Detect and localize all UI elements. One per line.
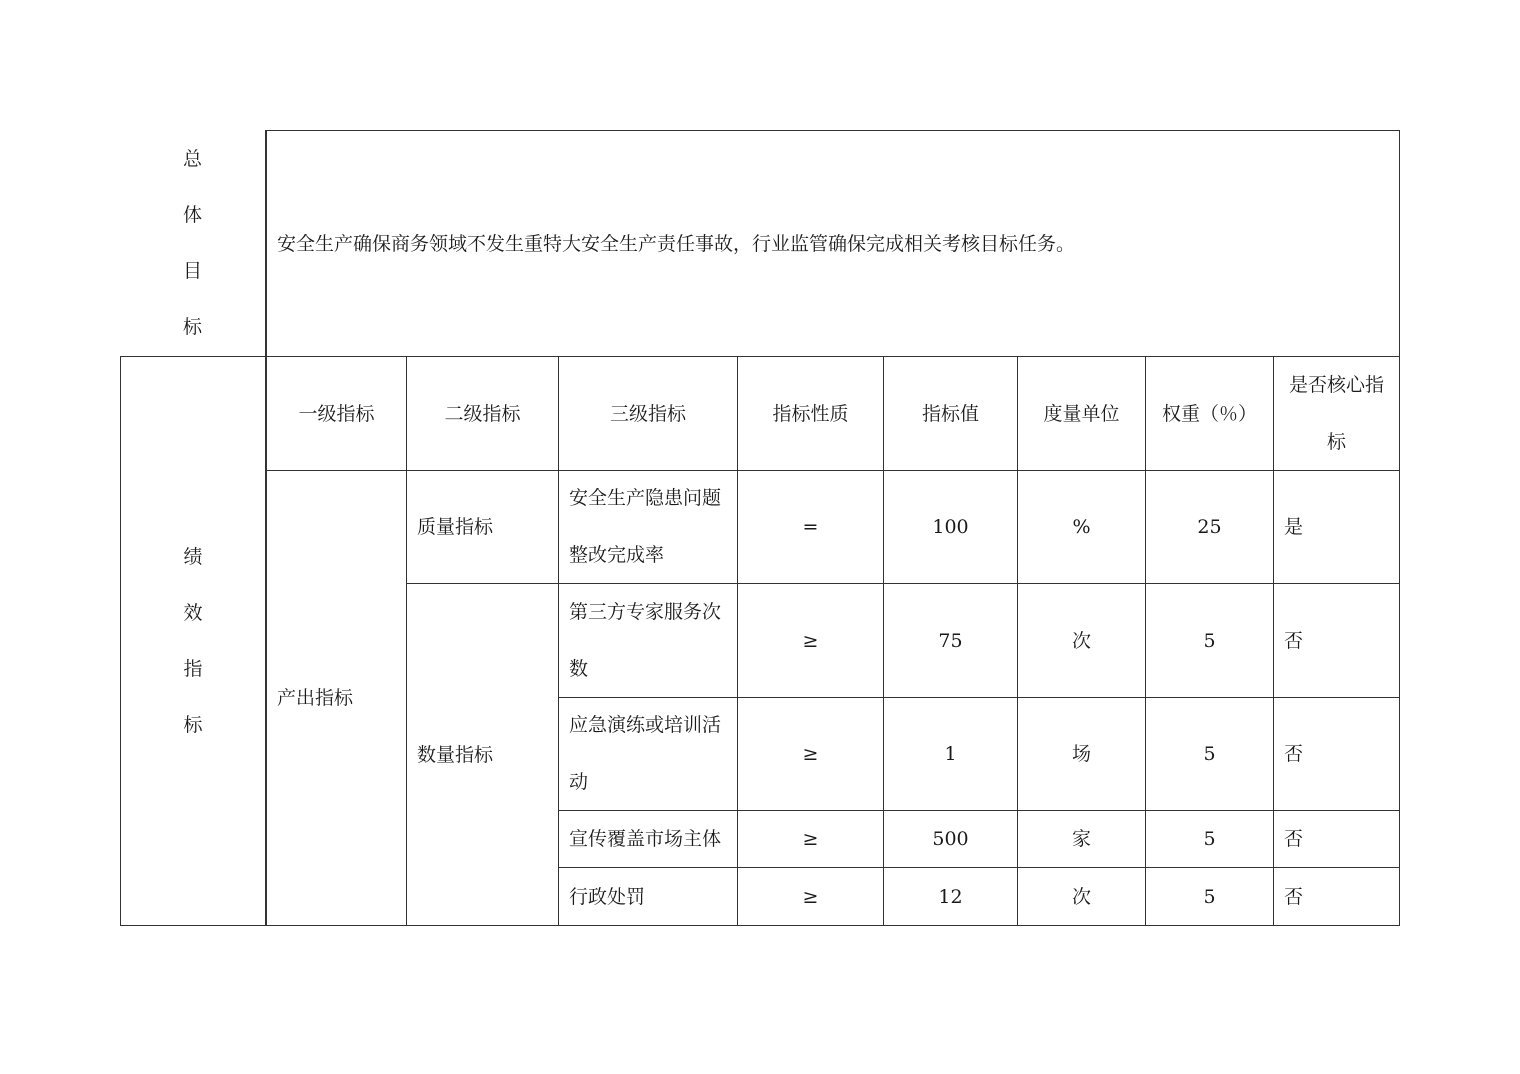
row-level3: [559, 698, 738, 811]
row-core: [1274, 698, 1400, 811]
performance-label-char: 效: [183, 602, 203, 624]
row-level3-text: 第三方专家服务次数: [569, 600, 722, 680]
row-weight-text: 5: [1203, 629, 1216, 652]
row-nature: [738, 471, 884, 584]
row-value-text: 12: [938, 885, 963, 908]
header-level3-text: 三级指标: [609, 402, 686, 425]
row-value: [884, 811, 1018, 868]
level2-quantity-cell: [407, 584, 559, 926]
level2-quality-cell: [407, 471, 559, 584]
row-level3-text: 应急演练或培训活动: [569, 714, 722, 793]
row-core-text: 否: [1284, 629, 1304, 652]
row-core: [1274, 471, 1400, 584]
overall-goal-text: [266, 130, 1400, 357]
header-core: [1274, 357, 1400, 471]
row-unit: [1018, 811, 1146, 868]
level1-output-cell: [266, 471, 407, 926]
performance-target-table: [120, 130, 1400, 926]
row-core-text: 否: [1284, 743, 1304, 765]
row-nature-text: ≥: [802, 828, 819, 850]
header-level2: [407, 357, 559, 471]
performance-indicators-label: [120, 357, 266, 926]
overall-goal-text-content: 安全生产确保商务领域不发生重特大安全生产责任事故，行业监管确保完成相关考核目标任务。: [277, 232, 1076, 255]
header-level1: [266, 357, 407, 471]
row-unit-text: 场: [1071, 743, 1091, 765]
performance-label-char: 指: [183, 658, 203, 680]
row-nature-text: ≥: [802, 629, 819, 652]
row-nature-text: ≥: [802, 743, 819, 765]
overall-goal-label-char: 总: [182, 148, 202, 170]
row-value-text: 100: [932, 516, 969, 538]
row-nature-text: ≥: [802, 885, 819, 908]
row-weight: [1146, 698, 1274, 811]
overall-goal-label-char: 体: [182, 204, 202, 226]
row-value-text: 1: [944, 743, 957, 765]
row-level3: [559, 471, 738, 584]
row-nature: [738, 698, 884, 811]
header-core-text: 是否核心指标: [1288, 373, 1384, 453]
row-core-text: 是: [1284, 516, 1304, 538]
row-core: [1274, 584, 1400, 698]
header-weight-text: 权重（％）: [1161, 402, 1257, 425]
row-unit-text: 次: [1071, 885, 1091, 908]
row-value-text: 500: [932, 828, 969, 850]
header-level1-text: 一级指标: [298, 402, 375, 425]
row-weight: [1146, 868, 1274, 926]
row-core: [1274, 868, 1400, 926]
row-level3: [559, 811, 738, 868]
header-value-text: 指标值: [921, 402, 979, 425]
row-unit: [1018, 584, 1146, 698]
row-core-text: 否: [1284, 885, 1304, 908]
row-weight-text: 25: [1197, 516, 1222, 538]
level2-quality-text: 质量指标: [417, 516, 494, 538]
row-weight: [1146, 811, 1274, 868]
overall-goal-label: [120, 130, 266, 357]
row-level3: [559, 584, 738, 698]
row-nature: [738, 584, 884, 698]
row-level3-text: 宣传覆盖市场主体: [569, 828, 722, 850]
header-nature-text: 指标性质: [772, 402, 849, 425]
row-value: [884, 698, 1018, 811]
header-value: [884, 357, 1018, 471]
header-weight: [1146, 357, 1274, 471]
row-nature-text: =: [802, 516, 819, 538]
row-unit: [1018, 471, 1146, 584]
row-unit: [1018, 698, 1146, 811]
row-nature: [738, 868, 884, 926]
overall-goal-label-char: 标: [182, 316, 202, 338]
row-level3-text: 安全生产隐患问题整改完成率: [569, 487, 722, 566]
header-level3: [559, 357, 738, 471]
header-unit: [1018, 357, 1146, 471]
row-weight-text: 5: [1203, 743, 1216, 765]
row-weight-text: 5: [1203, 828, 1216, 850]
header-level2-text: 二级指标: [444, 402, 521, 425]
row-unit-text: %: [1072, 516, 1091, 538]
row-core-text: 否: [1284, 828, 1304, 850]
level2-quantity-text: 数量指标: [417, 743, 494, 766]
level1-output-text: 产出指标: [277, 687, 354, 709]
row-core: [1274, 811, 1400, 868]
row-unit-text: 次: [1071, 629, 1091, 652]
row-weight: [1146, 584, 1274, 698]
row-level3: [559, 868, 738, 926]
row-unit-text: 家: [1071, 828, 1091, 850]
row-value: [884, 584, 1018, 698]
row-value: [884, 868, 1018, 926]
row-value-text: 75: [938, 629, 963, 652]
header-nature: [738, 357, 884, 471]
header-unit-text: 度量单位: [1043, 402, 1120, 425]
overall-goal-label-char: 目: [182, 260, 202, 282]
row-weight: [1146, 471, 1274, 584]
row-level3-text: 行政处罚: [569, 885, 646, 908]
row-weight-text: 5: [1203, 885, 1216, 908]
performance-label-char: 标: [183, 714, 203, 736]
row-unit: [1018, 868, 1146, 926]
row-value: [884, 471, 1018, 584]
performance-label-char: 绩: [183, 546, 203, 568]
row-nature: [738, 811, 884, 868]
